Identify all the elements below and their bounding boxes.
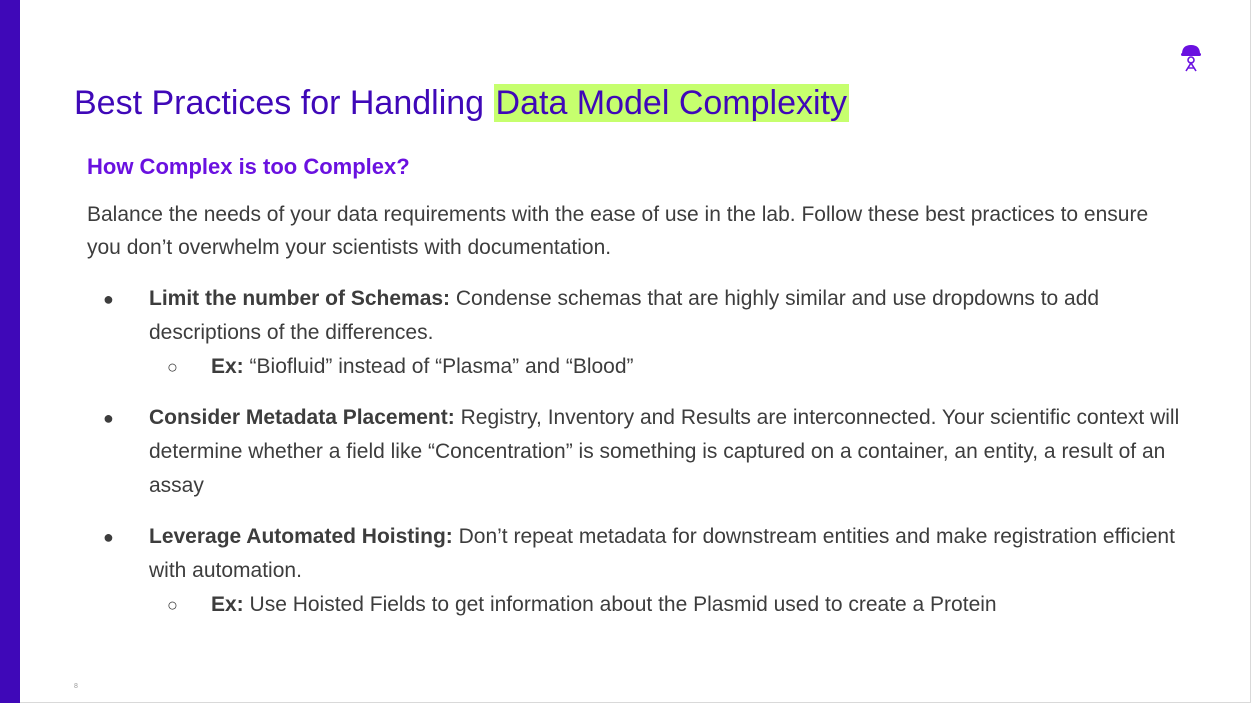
bullet-text: Condense schemas that are highly similar and use dropdowns to add descriptions of the differences.: [149, 287, 1100, 344]
bullet-text: Registry, Inventory and Results are interconnected. Your scientific context will determine whether a field like “Concentration” is something is captured on a container, an entity, a result of an assay: [149, 406, 1180, 497]
sub-bullet-text: “Biofluid” instead of “Plasma” and “Blood”: [243, 355, 634, 378]
brand-logo-icon: [1180, 44, 1202, 72]
sub-list-item: [149, 588, 1207, 622]
bullet-icon: ●: [103, 289, 114, 309]
accent-bar: [0, 0, 20, 703]
title-plain: Best Practices for Handling: [74, 84, 494, 122]
bullet-icon: ●: [103, 527, 114, 547]
sub-bullet-icon: ○: [167, 595, 178, 615]
list-item: [87, 282, 1207, 384]
best-practices-list: [87, 282, 1207, 639]
list-item: [87, 401, 1207, 503]
slide-title: [74, 80, 849, 126]
bullet-lead: Limit the number of Schemas:: [149, 287, 451, 310]
intro-paragraph: Balance the needs of your data requirements with the ease of use in the lab. Follow these best practices to ensure you don’t overwhelm your scientists with documentation.: [87, 203, 1149, 259]
sub-bullet-icon: ○: [167, 357, 178, 377]
bullet-lead: Leverage Automated Hoisting:: [149, 525, 453, 548]
sub-list-item: [149, 350, 1207, 384]
title-highlight: Data Model Complexity: [495, 84, 848, 122]
slide-number: 8: [74, 683, 78, 690]
list-item: [87, 520, 1207, 622]
bullet-icon: ●: [103, 408, 114, 428]
bullet-lead: Consider Metadata Placement:: [149, 406, 455, 429]
sub-bullet-lead: Ex:: [211, 355, 244, 378]
sub-bullet-text: Use Hoisted Fields to get information about the Plasmid used to create a Protein: [243, 593, 997, 616]
section-subheading: How Complex is too Complex?: [87, 154, 410, 179]
bullet-text: Don’t repeat metadata for downstream entities and make registration efficient with automation.: [149, 525, 1175, 582]
sub-bullet-lead: Ex:: [211, 593, 244, 616]
